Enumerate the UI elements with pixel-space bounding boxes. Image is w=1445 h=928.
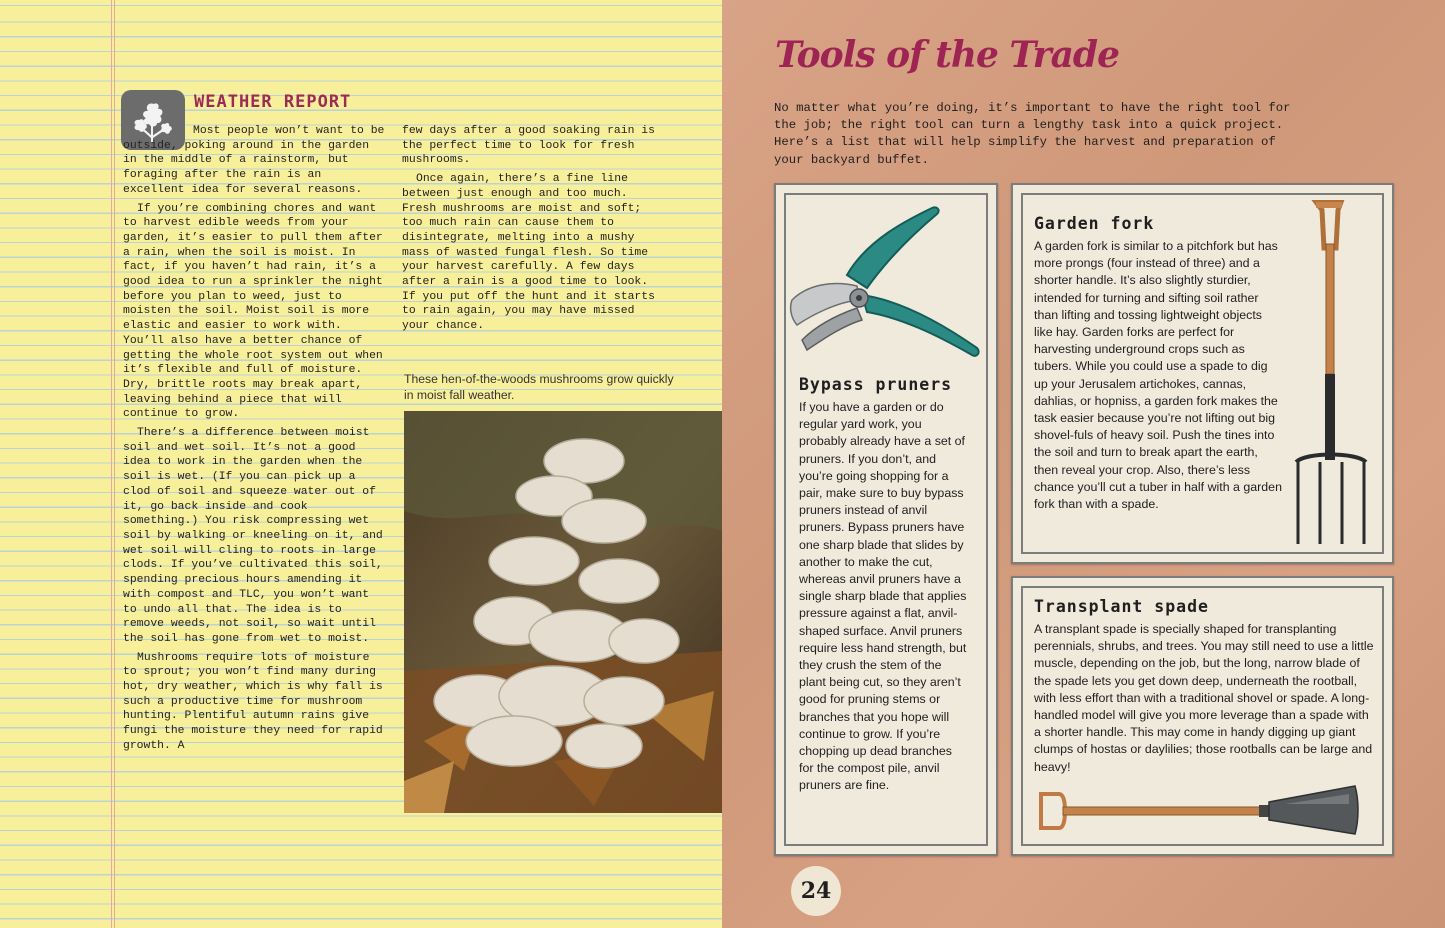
garden-fork-body: A garden fork is similar to a pitchfork but has more prongs (four instead of three) and a shorter handle. It’s also slightly sturdier, intended for turning and sifting soil rather than lifting and tossing lightweight objects like hay. Garden forks are perfect for harvesting underground crops such as tubers. While you could use a spade to dig up your Jerusalem artichokes, cannas, dahlias, or hopniss, a garden fork makes the task easier because you’re not lifting out big shovel-fuls of heavy soil. Push the tines into the soil and turn to break apart the earth, then reveal your crop. Also, there’s less chance you’ll cut a tuber in half with a garden fork than with a spade. — [1034, 239, 1282, 512]
paragraph: Most people won’t want to be outside, poking around in the garden in the middle of a rainstorm, but foraging after the rain is an excellent idea for several reasons. — [123, 125, 385, 196]
bypass-pruners-title: Bypass pruners — [799, 375, 953, 394]
bypass-pruners-body: If you have a garden or do regular yard work, you probably already have a set of pruners. If you don’t, and you’re going shopping for a pair, make sure to buy bypass pruners instead of anvil pruners. Bypass pruners have one sharp blade that slides by another to make the cut, whereas anvil pruners have a single sharp blade that applies pressure against a flat, anvil-shaped surface. Anvil pruners require less hand strength, but they crush the stem of the plant being cut, so they aren’t good for pruning stems or branches that you hope will continue to grow. If you’re chopping up dead branches for the compost pile, anvil pruners are fine. — [799, 400, 967, 793]
mushroom-photo — [404, 411, 722, 813]
margin-line — [111, 0, 112, 928]
text-column-2 — [402, 124, 664, 338]
paragraph: If you’re combining chores and want to harvest edible weeds from your garden, it’s easier to pull them after a rain, when the soil is moist. In fact, if you haven’t had rain, it’s a good idea to run a sprinkler the night before you plan to weed, just to moisten the soil. Moist soil is more elastic and easier to work with. You’ll also have a better chance of getting the whole root system out when it’s flexible and full of moisture. Dry, brittle roots may break apart, leaving behind a piece that will continue to grow. — [123, 202, 383, 421]
margin-line — [114, 0, 115, 928]
page-number: 24 — [791, 866, 841, 916]
pruners-illustration — [787, 200, 987, 365]
sidebar-title: WEATHER REPORT — [194, 92, 352, 112]
paragraph: Mushrooms require lots of moisture to sprout; you won’t find many during hot, dry weather, which is why fall is such a productive time for mushroom hunting. Plentiful autumn rains give fungi the moisture they need for rapid growth. A — [123, 651, 383, 752]
transplant-spade-body: A transplant spade is specially shaped for transplanting perennials, shrubs, and trees. You may still need to use a little muscle, depending on the job, but the long, narrow blade of the spade lets you get down deep, underneath the rootball, with less effort than with a traditional shovel or spade. A long-handled model will give you more leverage than a spade with a shorter handle. This may come in handy digging up giant clumps of hostas or daylilies; those rootballs can be large and heavy! — [1034, 622, 1374, 774]
transplant-spade-illustration — [1037, 780, 1362, 842]
text-column-1 — [123, 124, 385, 758]
paragraph: Once again, there’s a fine line between just enough and too much. Fresh mushrooms are moist and soft; too much rain can cause them to disintegrate, melting into a mushy mass of wasted fungal flesh. So time your harvest carefully. A few days after a rain is a good time to look. If you put off the hunt and it starts to rain again, you may have missed your chance. — [402, 173, 655, 333]
photo-caption: These hen-of-the-woods mushrooms grow quickly in moist fall weather. — [404, 372, 674, 402]
transplant-spade-title: Transplant spade — [1034, 597, 1209, 616]
page-title: Tools of the Trade — [775, 34, 1119, 76]
paragraph: There’s a difference between moist soil and wet soil. It’s not a good idea to work in the garden when the soil is wet. (If you can pick up a clod of soil and squeeze water out of it, go back inside and cook something.) You risk compressing wet soil by walking or kneeling on it, and wet soil will cling to roots in large clods. If you’ve cultivated this soil, spending precious hours amending it with compost and TLC, you won’t want to undo all that. The idea is to remove weeds, not soil, so wait until the soil has gone from wet to moist. — [123, 427, 383, 645]
garden-fork-illustration — [1286, 200, 1376, 548]
intro-text: No matter what you’re doing, it’s important to have the right tool for the job; the right tool can turn a lengthy task into a quick project. Here’s a list that will help simplify the harvest and preparation of your backyard buffet. — [774, 101, 1291, 167]
garden-fork-title: Garden fork — [1034, 214, 1155, 233]
paragraph: few days after a good soaking rain is the perfect time to look for fresh mushrooms. — [402, 125, 655, 167]
